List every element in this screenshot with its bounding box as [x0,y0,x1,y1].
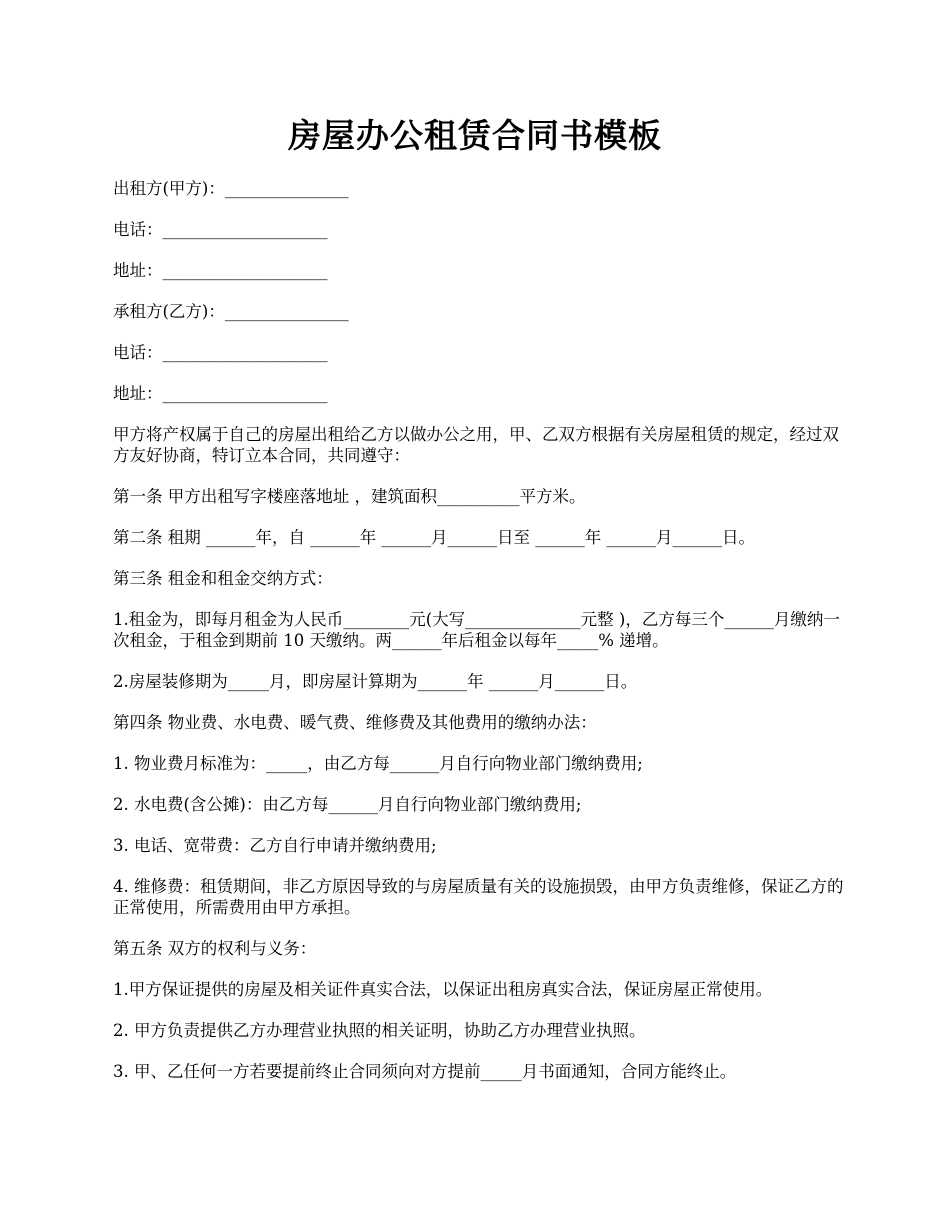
article-2: 第二条 租期 ______年，自 ______年 ______月______日至 ______年 ______月______日。 [113,528,755,547]
article-4-item-1: 1. 物业费月标准为：_____，由乙方每______月自行向物业部门缴纳费用; [113,754,643,773]
article-4-item-4: 4. 维修费：租赁期间，非乙方原因导致的与房屋质量有关的设施损毁，由甲方负责维修，保证乙方的正常使用，所需费用由甲方承担。 [113,877,844,917]
article-4-item-3: 3. 电话、宽带费：乙方自行申请并缴纳费用; [113,836,437,855]
article-5-heading: 第五条 双方的权利与义务： [113,939,317,958]
article-5-item-3: 3. 甲、乙任何一方若要提前终止合同须向对方提前_____月书面通知，合同方能终止。 [113,1062,737,1081]
lessor-name-line: 出租方(甲方)：_______________ [113,179,349,198]
lessor-phone-line: 电话：____________________ [113,220,328,239]
lessee-name-line: 承租方(乙方)：_______________ [113,302,349,321]
article-3-item-1: 1.租金为，即每月租金为人民币________元(大写______________元整 )，乙方每三个______月缴纳一次租金，于租金到期前 10 天缴纳。两______年后租金以每年_____% 递增。 [113,610,840,650]
document-body [113,178,853,1102]
lessee-phone-line: 电话：____________________ [113,343,328,362]
lessee-address-line: 地址：____________________ [113,384,328,403]
article-5-item-1: 1.甲方保证提供的房屋及相关证件真实合法，以保证出租房真实合法，保证房屋正常使用。 [113,980,773,999]
document-title: 房屋办公租赁合同书模板 [288,116,662,155]
article-1: 第一条 甲方出租写字楼座落地址 ，建筑面积__________平方米。 [113,487,586,506]
preamble-paragraph: 甲方将产权属于自己的房屋出租给乙方以做办公之用，甲、乙双方根据有关房屋租赁的规定，经过双方友好协商，特订立本合同，共同遵守： [113,425,839,465]
article-5-item-2: 2. 甲方负责提供乙方办理营业执照的相关证明，协助乙方办理营业执照。 [113,1021,646,1040]
article-4-item-2: 2. 水电费(含公摊)：由乙方每______月自行向物业部门缴纳费用; [113,795,582,814]
article-3-heading: 第三条 租金和租金交纳方式： [113,569,333,588]
article-3-item-2: 2.房屋装修期为_____月，即房屋计算期为______年 ______月______日。 [113,672,638,691]
lessor-address-line: 地址：____________________ [113,261,328,280]
article-4-heading: 第四条 物业费、水电费、暖气费、维修费及其他费用的缴纳办法： [113,713,597,732]
